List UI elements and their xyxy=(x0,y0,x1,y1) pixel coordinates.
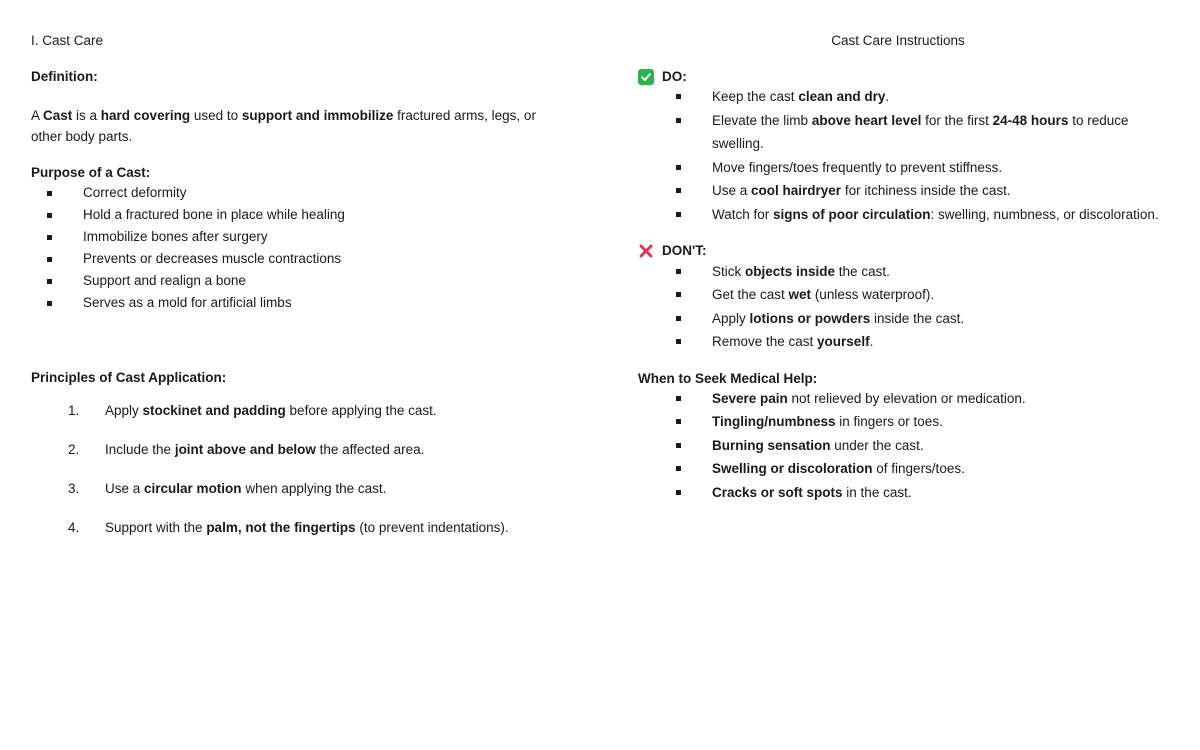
purpose-item: Serves as a mold for artificial limbs xyxy=(31,292,551,314)
principle-item xyxy=(31,478,551,499)
text-run: used to xyxy=(190,108,242,124)
bold-text: circular motion xyxy=(144,480,242,496)
bold-text: objects inside xyxy=(745,263,836,279)
principle-item xyxy=(31,400,551,421)
purpose-item: Support and realign a bone xyxy=(31,270,551,292)
text-run: for itchiness inside the cast. xyxy=(841,183,1011,199)
do-item xyxy=(638,203,1178,227)
bold-text: yourself xyxy=(817,334,870,350)
text-run: Stick xyxy=(712,263,746,279)
help-list xyxy=(638,387,1178,505)
text-run: when applying the cast. xyxy=(241,480,387,496)
text-run: . xyxy=(869,334,874,350)
text-run: Get the cast xyxy=(712,287,789,303)
text-run: Keep the cast xyxy=(712,89,799,105)
do-item xyxy=(638,85,1178,109)
left-column xyxy=(31,33,551,556)
principle-item xyxy=(31,517,551,538)
text-run: A xyxy=(31,108,44,124)
principle-text xyxy=(105,442,424,457)
text-run: (unless waterproof). xyxy=(811,287,935,303)
principle-text xyxy=(105,520,509,535)
principle-number: 3. xyxy=(68,480,80,496)
bold-text: cool hairdryer xyxy=(751,183,842,199)
do-item xyxy=(638,156,1178,180)
section-title: I. Cast Care xyxy=(31,33,104,48)
text-run: to reduce swelling. xyxy=(712,112,1129,152)
text-run: in the cast. xyxy=(842,484,912,500)
principle-number: 2. xyxy=(68,441,80,457)
help-item xyxy=(638,481,1178,505)
do-heading xyxy=(638,69,1178,85)
purpose-item: Prevents or decreases muscle contractions xyxy=(31,248,551,270)
principles-list xyxy=(31,400,551,538)
dont-item xyxy=(638,330,1178,354)
text-run: the cast. xyxy=(835,263,890,279)
bold-text: lotions or powders xyxy=(749,310,871,326)
bold-text: 24-48 hours xyxy=(992,112,1069,128)
text-run: : swelling, numbness, or discoloration. xyxy=(930,206,1159,222)
text-run: Watch for xyxy=(712,206,774,222)
dont-heading xyxy=(638,243,1178,259)
bold-text: Cast xyxy=(43,108,73,124)
help-heading: When to Seek Medical Help: xyxy=(638,370,818,386)
help-item xyxy=(638,410,1178,434)
bold-text: above heart level xyxy=(811,112,922,128)
text-run: for the first xyxy=(921,112,993,128)
text-run: Apply xyxy=(712,310,750,326)
cross-icon xyxy=(638,243,654,259)
principle-number: 1. xyxy=(68,402,80,418)
right-column xyxy=(638,33,1178,504)
principle-text xyxy=(105,403,437,418)
bold-text: Tingling/numbness xyxy=(712,414,836,430)
bold-text: palm, not the fingertips xyxy=(206,519,356,535)
bold-text: joint above and below xyxy=(174,441,316,457)
do-item xyxy=(638,109,1178,156)
bold-text: hard covering xyxy=(100,108,191,124)
do-label: DO: xyxy=(662,69,687,85)
principle-item xyxy=(31,439,551,460)
bold-text: Swelling or discoloration xyxy=(712,461,873,477)
text-run: Move fingers/toes frequently to prevent stiffness. xyxy=(712,159,1003,175)
text-run: Use a xyxy=(712,183,752,199)
dont-item xyxy=(638,260,1178,284)
text-run: Elevate the limb xyxy=(712,112,812,128)
bold-text: support and immobilize xyxy=(241,108,394,124)
purpose-list xyxy=(31,182,551,314)
text-run: under the cast. xyxy=(830,437,924,453)
bold-text: wet xyxy=(788,287,812,303)
do-item xyxy=(638,179,1178,203)
dont-item xyxy=(638,307,1178,331)
text-run: of fingers/toes. xyxy=(872,461,965,477)
principle-text xyxy=(105,481,386,496)
dont-label: DON'T: xyxy=(662,243,707,259)
text-run: Remove the cast xyxy=(712,334,818,350)
text-run: fractured arms, legs, or other body parts. xyxy=(31,108,536,145)
text-run: the affected area. xyxy=(315,441,425,457)
text-run: Include the xyxy=(105,441,175,457)
text-run: before applying the cast. xyxy=(285,402,437,418)
text-run: not relieved by elevation or medication. xyxy=(787,390,1026,406)
bold-text: signs of poor circulation xyxy=(773,206,931,222)
text-run: Use a xyxy=(105,480,145,496)
bold-text: Cracks or soft spots xyxy=(712,484,843,500)
definition-text xyxy=(31,105,551,147)
help-item xyxy=(638,387,1178,411)
instructions-title: Cast Care Instructions xyxy=(831,33,965,48)
text-run: in fingers or toes. xyxy=(835,414,943,430)
help-item xyxy=(638,434,1178,458)
purpose-item: Correct deformity xyxy=(31,182,551,204)
dont-item xyxy=(638,283,1178,307)
text-run: . xyxy=(885,89,890,105)
purpose-heading: Purpose of a Cast: xyxy=(31,165,151,181)
definition-heading: Definition: xyxy=(31,69,98,85)
bold-text: Burning sensation xyxy=(712,437,831,453)
principle-number: 4. xyxy=(68,519,80,535)
text-run: (to prevent indentations). xyxy=(355,519,509,535)
text-run: Support with the xyxy=(105,519,207,535)
dont-list xyxy=(638,260,1178,354)
text-run: inside the cast. xyxy=(870,310,965,326)
bold-text: stockinet and padding xyxy=(142,402,286,418)
text-run: Apply xyxy=(105,402,143,418)
check-icon xyxy=(638,69,654,85)
text-run: is a xyxy=(72,108,101,124)
help-item xyxy=(638,457,1178,481)
bold-text: clean and dry xyxy=(798,89,886,105)
purpose-item: Hold a fractured bone in place while healing xyxy=(31,204,551,226)
bold-text: Severe pain xyxy=(712,390,788,406)
purpose-item: Immobilize bones after surgery xyxy=(31,226,551,248)
principles-heading: Principles of Cast Application: xyxy=(31,369,227,385)
do-list xyxy=(638,85,1178,226)
